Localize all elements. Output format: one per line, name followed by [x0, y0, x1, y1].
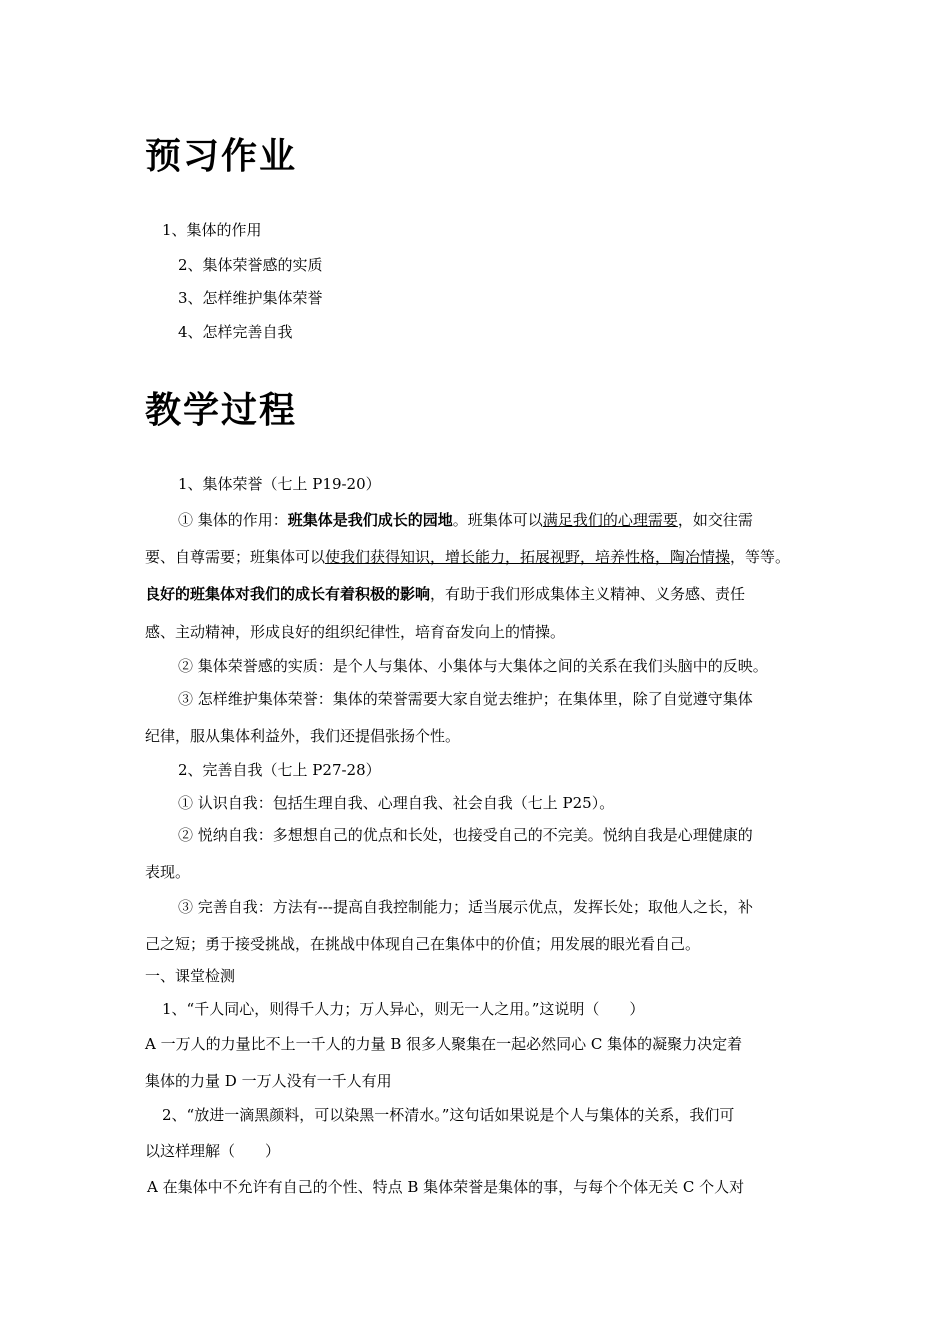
- paragraph-3-line-1: ③ 怎样维护集体荣誉：集体的荣誉需要大家自觉去维护；在集体里，除了自觉遵守集体: [178, 690, 753, 708]
- preview-item-4: 4、怎样完善自我: [178, 323, 293, 341]
- p1-text-2: ，如交往需: [677, 511, 753, 529]
- section-2-heading: 2、完善自我（七上 P27-28）: [178, 761, 381, 779]
- section-1-heading: 1、集体荣誉（七上 P19-20）: [178, 475, 381, 493]
- paragraph-6-line-2: 己之短；勇于接受挑战，在挑战中体现自己在集体中的价值；用发展的眼光看自己。: [145, 935, 701, 953]
- preview-item-2: 2、集体荣誉感的实质: [178, 256, 323, 274]
- paragraph-1-line-3: [145, 584, 745, 604]
- paragraph-4: ① 认识自我：包括生理自我、心理自我、社会自我（七上 P25）。: [178, 794, 615, 812]
- question-1-options-line-1: A 一万人的力量比不上一千人的力量 B 很多人聚集在一起必然同心 C 集体的凝聚力决定着: [145, 1035, 743, 1053]
- question-2-line-1: 2、“放进一滴黑颜料，可以染黑一杯清水。”这句话如果说是个人与集体的关系，我们可: [162, 1106, 735, 1124]
- p1-bold-1: 班集体是我们成长的园地: [287, 511, 453, 529]
- paragraph-3-line-2: 纪律，服从集体利益外，我们还提倡张扬个性。: [145, 727, 461, 745]
- p1-bold-2: 良好的班集体对我们的成长有着积极的影响: [145, 585, 431, 603]
- test-heading: 一、课堂检测: [145, 967, 236, 985]
- question-2-options: A 在集体中不允许有自己的个性、特点 B 集体荣誉是集体的事，与每个个体无关 C 个人对: [147, 1178, 745, 1196]
- preview-item-3: 3、怎样维护集体荣誉: [178, 289, 323, 307]
- paragraph-5-line-1: ② 悦纳自我：多想想自己的优点和长处，也接受自己的不完美。悦纳自我是心理健康的: [178, 826, 753, 844]
- preview-item-1: 1、集体的作用: [162, 221, 262, 239]
- paragraph-6-line-1: ③ 完善自我：方法有---提高自我控制能力；适当展示优点，发挥长处；取他人之长，补: [178, 898, 753, 916]
- p1-text-5: ，有助于我们形成集体主义精神、义务感、责任: [430, 585, 746, 603]
- p1-underline-1: 满足我们的心理需要: [542, 511, 678, 529]
- paragraph-1-line-2: [145, 547, 790, 567]
- paragraph-5-line-2: 表现。: [145, 863, 191, 881]
- preview-title: 预习作业: [145, 136, 298, 177]
- process-title: 教学过程: [145, 390, 298, 431]
- p1-underline-2: 使我们获得知识，增长能力，拓展视野，培养性格，陶冶情操: [325, 548, 731, 566]
- p1-text-4: ，等等。: [730, 548, 791, 566]
- p1-label: ① 集体的作用：: [178, 511, 288, 529]
- question-1: 1、“千人同心，则得千人力；万人异心，则无一人之用。”这说明（ ）: [162, 1000, 645, 1018]
- question-2-line-2: 以这样理解（ ）: [145, 1142, 281, 1160]
- paragraph-2: ② 集体荣誉感的实质：是个人与集体、小集体与大集体之间的关系在我们头脑中的反映。: [178, 657, 768, 675]
- question-1-options-line-2: 集体的力量 D 一万人没有一千人有用: [145, 1072, 392, 1090]
- p1-text-3: 要、自尊需要；班集体可以: [145, 548, 326, 566]
- p1-text-1: 。班集体可以: [452, 511, 543, 529]
- paragraph-1-line-1: [178, 510, 753, 530]
- paragraph-1-line-4: 感、主动精神，形成良好的组织纪律性，培育奋发向上的情操。: [145, 623, 566, 641]
